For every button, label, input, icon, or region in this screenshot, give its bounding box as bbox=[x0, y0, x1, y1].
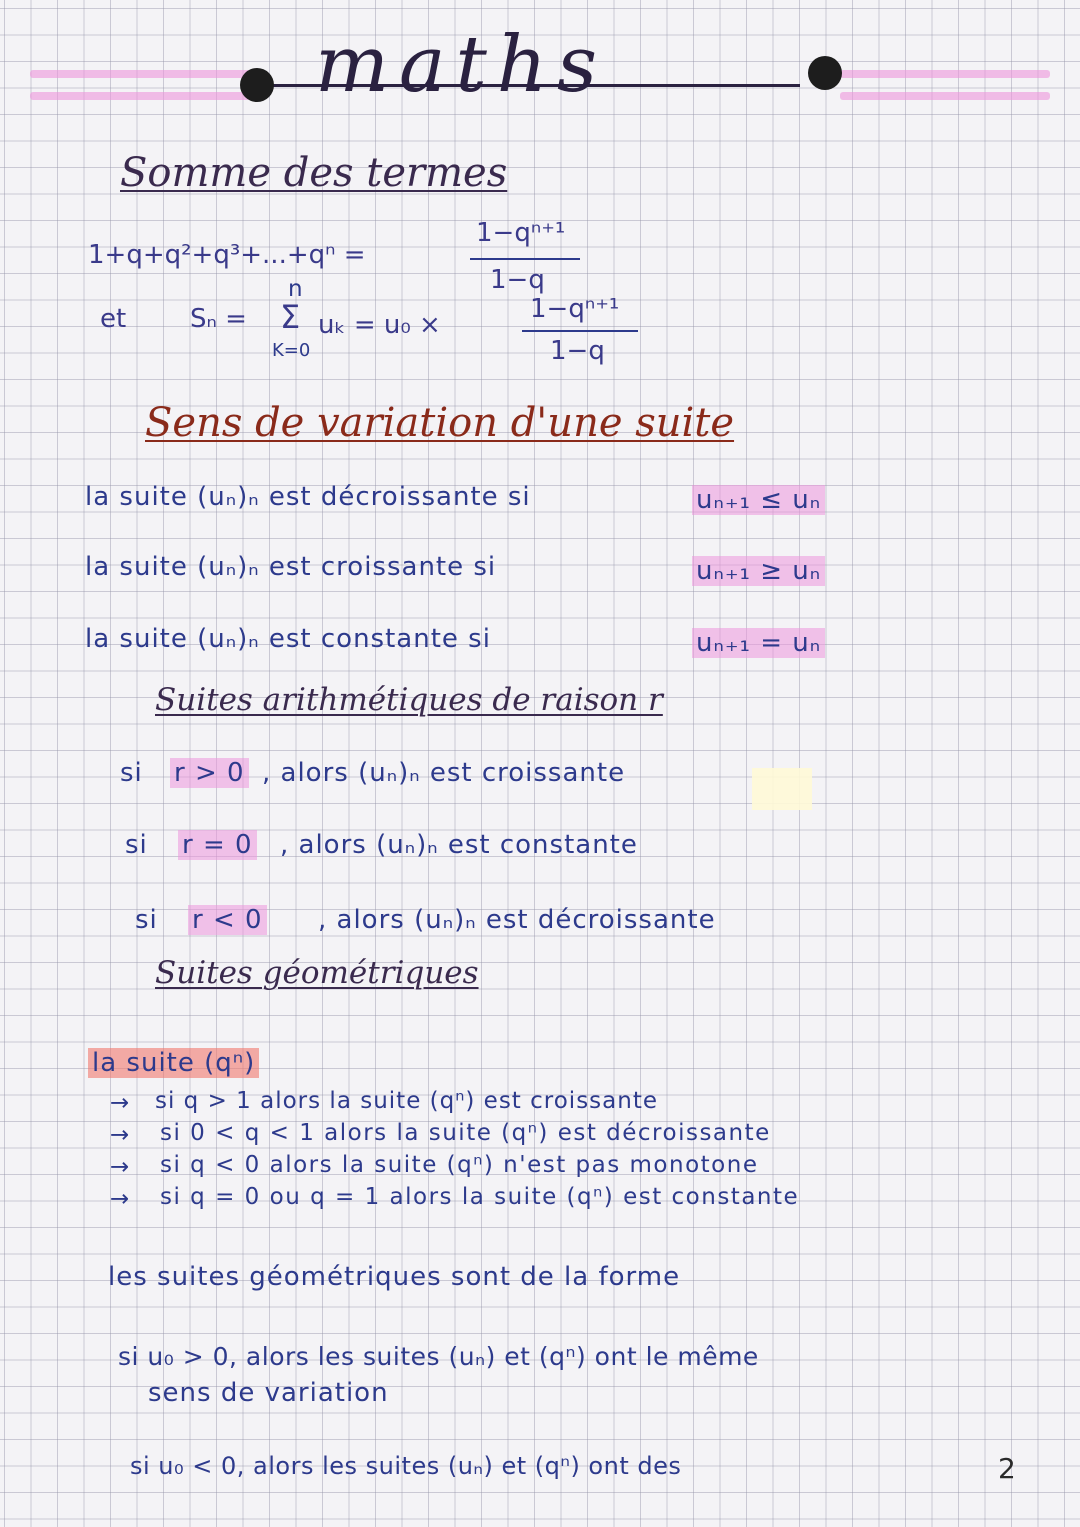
geo-arrow-1: → bbox=[110, 1090, 130, 1116]
formula2-lhs: Sₙ = bbox=[190, 304, 247, 334]
formula2-denominator: 1−q bbox=[550, 336, 605, 366]
geo-bullet-4: si q = 0 ou q = 1 alors la suite (qⁿ) est constante bbox=[160, 1184, 800, 1210]
sum-upper-bound: n bbox=[288, 276, 303, 302]
arith-rest-2: , alors (uₙ)ₙ est constante bbox=[280, 830, 638, 860]
formula2-mid: uₖ = u₀ × bbox=[318, 310, 441, 340]
geo-u0-pos-line1: si u₀ > 0, alors les suites (uₙ) et (qⁿ) ont le même bbox=[118, 1342, 759, 1371]
section-title-variation: Sens de variation d'une suite bbox=[145, 400, 735, 446]
header-band-left-bottom bbox=[30, 92, 250, 100]
variation-cond-2: uₙ₊₁ ≥ uₙ bbox=[692, 556, 825, 586]
geo-bullet-2: si 0 < q < 1 alors la suite (qⁿ) est décroissante bbox=[160, 1120, 771, 1146]
variation-line-3: la suite (uₙ)ₙ est constante si bbox=[85, 624, 491, 654]
section-title-somme: Somme des termes bbox=[120, 150, 508, 196]
formula1-denominator: 1−q bbox=[490, 265, 545, 295]
arith-si-1: si bbox=[120, 758, 143, 788]
page-number: 2 bbox=[998, 1452, 1016, 1485]
section-title-geo: Suites géométriques bbox=[155, 955, 479, 991]
variation-line-1: la suite (uₙ)ₙ est décroissante si bbox=[85, 482, 531, 512]
arith-si-2: si bbox=[125, 830, 148, 860]
formula1-lhs: 1+q+q²+q³+...+qⁿ = bbox=[88, 240, 366, 270]
arith-rest-3: , alors (uₙ)ₙ est décroissante bbox=[318, 905, 716, 935]
formula1-fraction-bar bbox=[470, 258, 580, 260]
arith-cond-1: r > 0 bbox=[170, 758, 249, 788]
header-band-right-bottom bbox=[840, 92, 1050, 100]
header-dot-right bbox=[808, 56, 842, 90]
geo-u0-pos-line2: sens de variation bbox=[148, 1378, 389, 1408]
header-dot-left bbox=[240, 68, 274, 102]
arith-yellow-mark bbox=[752, 768, 812, 810]
formula2-numerator: 1−qⁿ⁺¹ bbox=[530, 294, 620, 324]
geo-arrow-2: → bbox=[110, 1122, 130, 1148]
geo-forme: les suites géométriques sont de la forme bbox=[108, 1262, 681, 1292]
variation-cond-3: uₙ₊₁ = uₙ bbox=[692, 628, 825, 658]
formula2-fraction-bar bbox=[522, 330, 638, 332]
geo-subtitle: la suite (qⁿ) bbox=[88, 1048, 259, 1078]
arith-rest-1: , alors (uₙ)ₙ est croissante bbox=[262, 758, 626, 788]
geo-arrow-4: → bbox=[110, 1186, 130, 1212]
page-title: maths bbox=[315, 20, 608, 110]
variation-line-2: la suite (uₙ)ₙ est croissante si bbox=[85, 552, 497, 582]
arith-si-3: si bbox=[135, 905, 158, 935]
variation-cond-1: uₙ₊₁ ≤ uₙ bbox=[692, 485, 825, 515]
section-title-arith: Suites arithmétiques de raison r bbox=[155, 682, 663, 718]
header-band-left-top bbox=[30, 70, 250, 78]
header-band-right-top bbox=[840, 70, 1050, 78]
arith-cond-3: r < 0 bbox=[188, 905, 267, 935]
sum-symbol: Σ bbox=[280, 298, 301, 336]
formula2-et: et bbox=[100, 304, 127, 334]
geo-arrow-3: → bbox=[110, 1154, 130, 1180]
sum-lower-bound: K=0 bbox=[272, 340, 311, 361]
arith-cond-2: r = 0 bbox=[178, 830, 257, 860]
geo-u0-neg-line1: si u₀ < 0, alors les suites (uₙ) et (qⁿ) ont des bbox=[130, 1452, 682, 1480]
geo-bullet-3: si q < 0 alors la suite (qⁿ) n'est pas monotone bbox=[160, 1152, 759, 1178]
geo-bullet-1: si q > 1 alors la suite (qⁿ) est croissante bbox=[155, 1088, 658, 1114]
formula1-numerator: 1−qⁿ⁺¹ bbox=[476, 218, 566, 248]
